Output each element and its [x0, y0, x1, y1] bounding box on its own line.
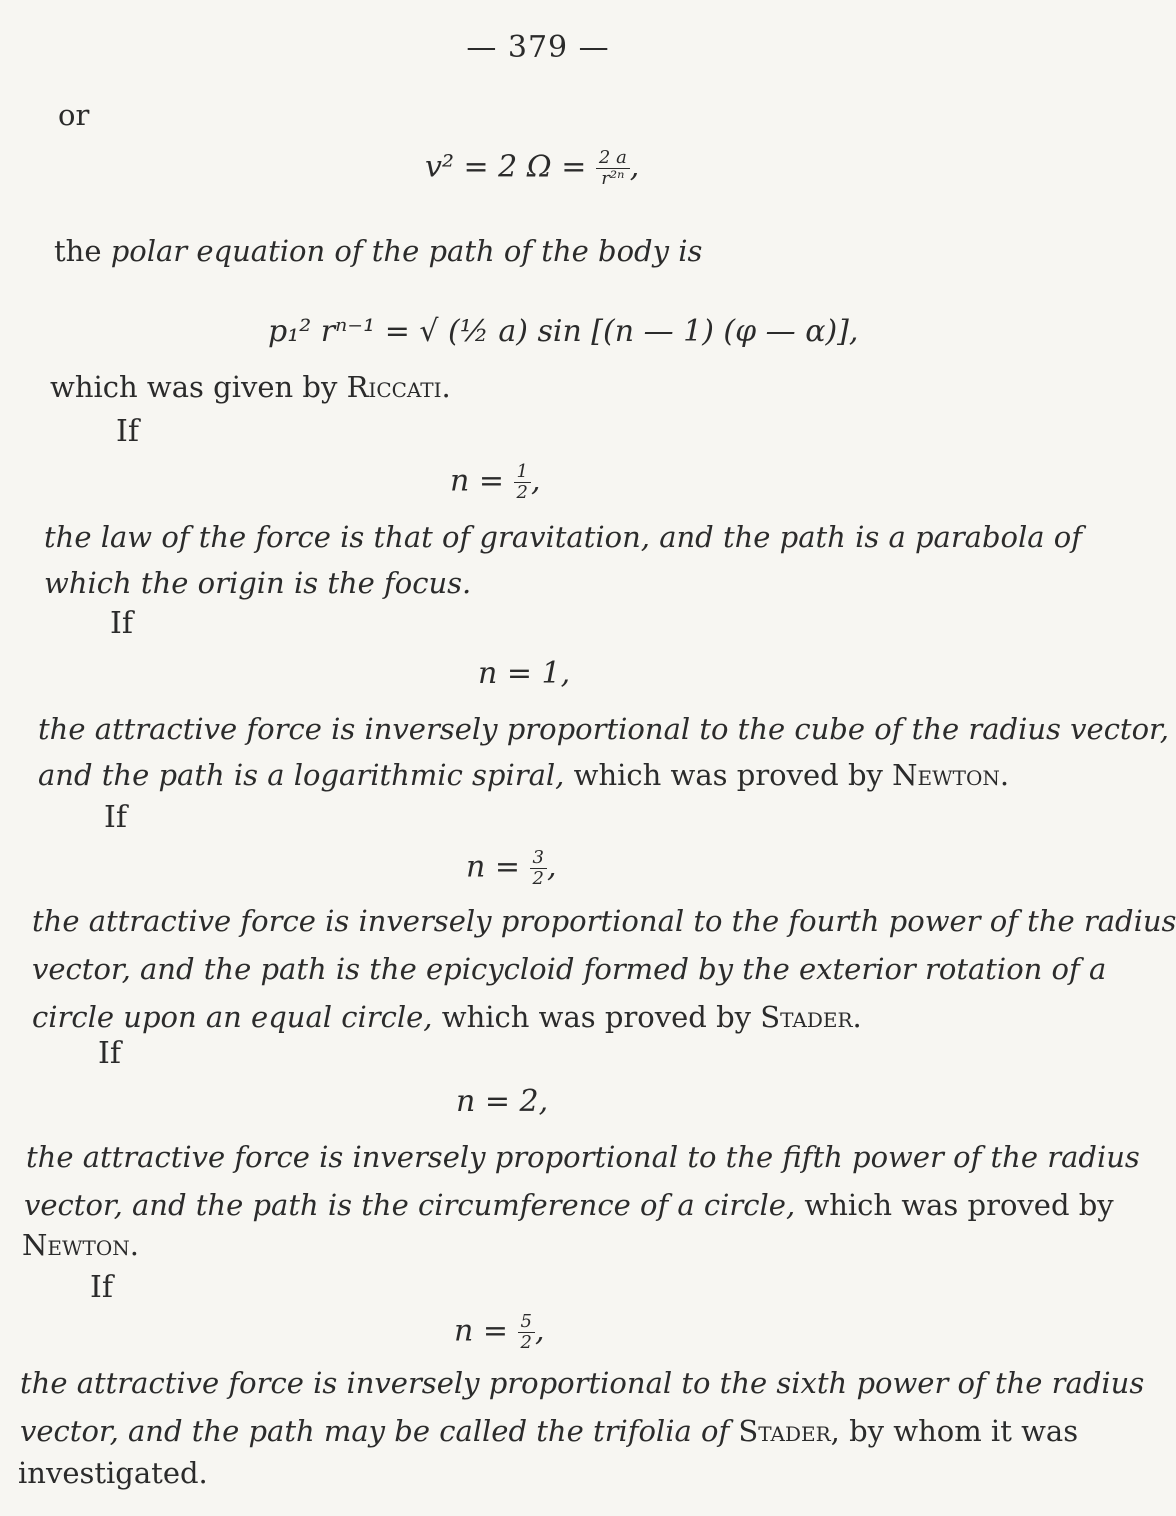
italic-run: polar equation of the path of the body is	[110, 234, 703, 268]
text-or: or	[58, 98, 90, 132]
fraction-denominator: 2	[520, 1331, 532, 1353]
text-run: which was proved by	[432, 1000, 761, 1034]
fraction-numerator: 2 a	[596, 148, 630, 169]
equation-n-five-halves	[454, 1312, 545, 1353]
page-number: — 379 —	[466, 30, 610, 65]
if-label: If	[104, 800, 127, 835]
paragraph-sixth-line2	[20, 1414, 1078, 1449]
fraction	[518, 1312, 535, 1353]
fraction-numerator: 5	[518, 1312, 535, 1333]
equation-tail: ,	[534, 1313, 545, 1349]
fraction-numerator: 1	[514, 462, 531, 483]
if-label: If	[90, 1270, 113, 1305]
author-name: Stader.	[760, 1000, 862, 1034]
fraction	[530, 848, 547, 889]
equation-n-one: n = 1,	[478, 656, 571, 691]
text-run: which was proved by	[564, 758, 893, 792]
paragraph-fifth-line1: the attractive force is inversely proportional to the fifth power of the radius	[26, 1140, 1140, 1174]
fraction-numerator: 3	[530, 848, 547, 869]
author-name: Newton.	[892, 758, 1010, 792]
paragraph-sixth-line3: investigated.	[18, 1456, 208, 1490]
paragraph-cube-line1: the attractive force is inversely proportional to the cube of the radius vector,	[38, 712, 1169, 746]
paragraph-fourth-line2: vector, and the path is the epicycloid formed by the exterior rotation of a	[32, 952, 1107, 986]
italic-run: circle upon an equal circle,	[32, 1000, 433, 1034]
equation-tail: ,	[546, 849, 557, 885]
italic-run: vector, and the path is the circumference of a circle,	[24, 1188, 796, 1222]
author-name-newton: Newton.	[22, 1228, 139, 1262]
equation-tail: ,	[530, 463, 541, 499]
paragraph-fifth-line2	[24, 1188, 1114, 1223]
fraction	[596, 148, 630, 189]
equation-velocity	[425, 148, 639, 189]
italic-run: and the path is a logarithmic spiral,	[38, 758, 565, 792]
equation-tail: ,	[629, 149, 640, 185]
if-label: If	[110, 606, 133, 641]
equation-n-half	[450, 462, 541, 503]
paragraph-riccati	[50, 370, 451, 405]
text-run: which was given by	[50, 370, 347, 404]
fraction	[514, 462, 531, 503]
author-name: Stader,	[738, 1414, 840, 1448]
equation-lhs: v² = 2 Ω =	[425, 149, 596, 185]
equation-polar: p₁² rⁿ⁻¹ = √ (½ a) sin [(n — 1) (φ — α)],	[268, 314, 859, 349]
equation-n-three-halves	[466, 848, 557, 889]
fraction-denominator: r²ⁿ	[601, 167, 625, 189]
author-name: Riccati.	[346, 370, 451, 404]
equation-lhs: n =	[454, 1313, 518, 1349]
paragraph-gravitation-line2: which the origin is the focus.	[44, 566, 472, 600]
paragraph-fourth-line3	[32, 1000, 862, 1035]
fraction-denominator: 2	[516, 481, 528, 503]
if-label: If	[98, 1036, 121, 1071]
paragraph-cube-line2	[38, 758, 1009, 793]
equation-lhs: n =	[466, 849, 530, 885]
equation-lhs: n =	[450, 463, 514, 499]
paragraph-gravitation-line1: the law of the force is that of gravitation, and the path is a parabola of	[44, 520, 1082, 554]
italic-run: vector, and the path may be called the trifolia of	[20, 1414, 739, 1448]
paragraph-polar-intro	[54, 234, 702, 269]
if-label: If	[116, 414, 139, 449]
text-run: the	[54, 234, 111, 268]
text-run: which was proved by	[795, 1188, 1114, 1222]
paragraph-fourth-line1: the attractive force is inversely proportional to the fourth power of the radius	[32, 904, 1176, 938]
equation-n-two: n = 2,	[456, 1084, 549, 1119]
paragraph-sixth-line1: the attractive force is inversely proportional to the sixth power of the radius	[20, 1366, 1145, 1400]
fraction-denominator: 2	[532, 867, 544, 889]
text-run: by whom it was	[839, 1414, 1079, 1448]
